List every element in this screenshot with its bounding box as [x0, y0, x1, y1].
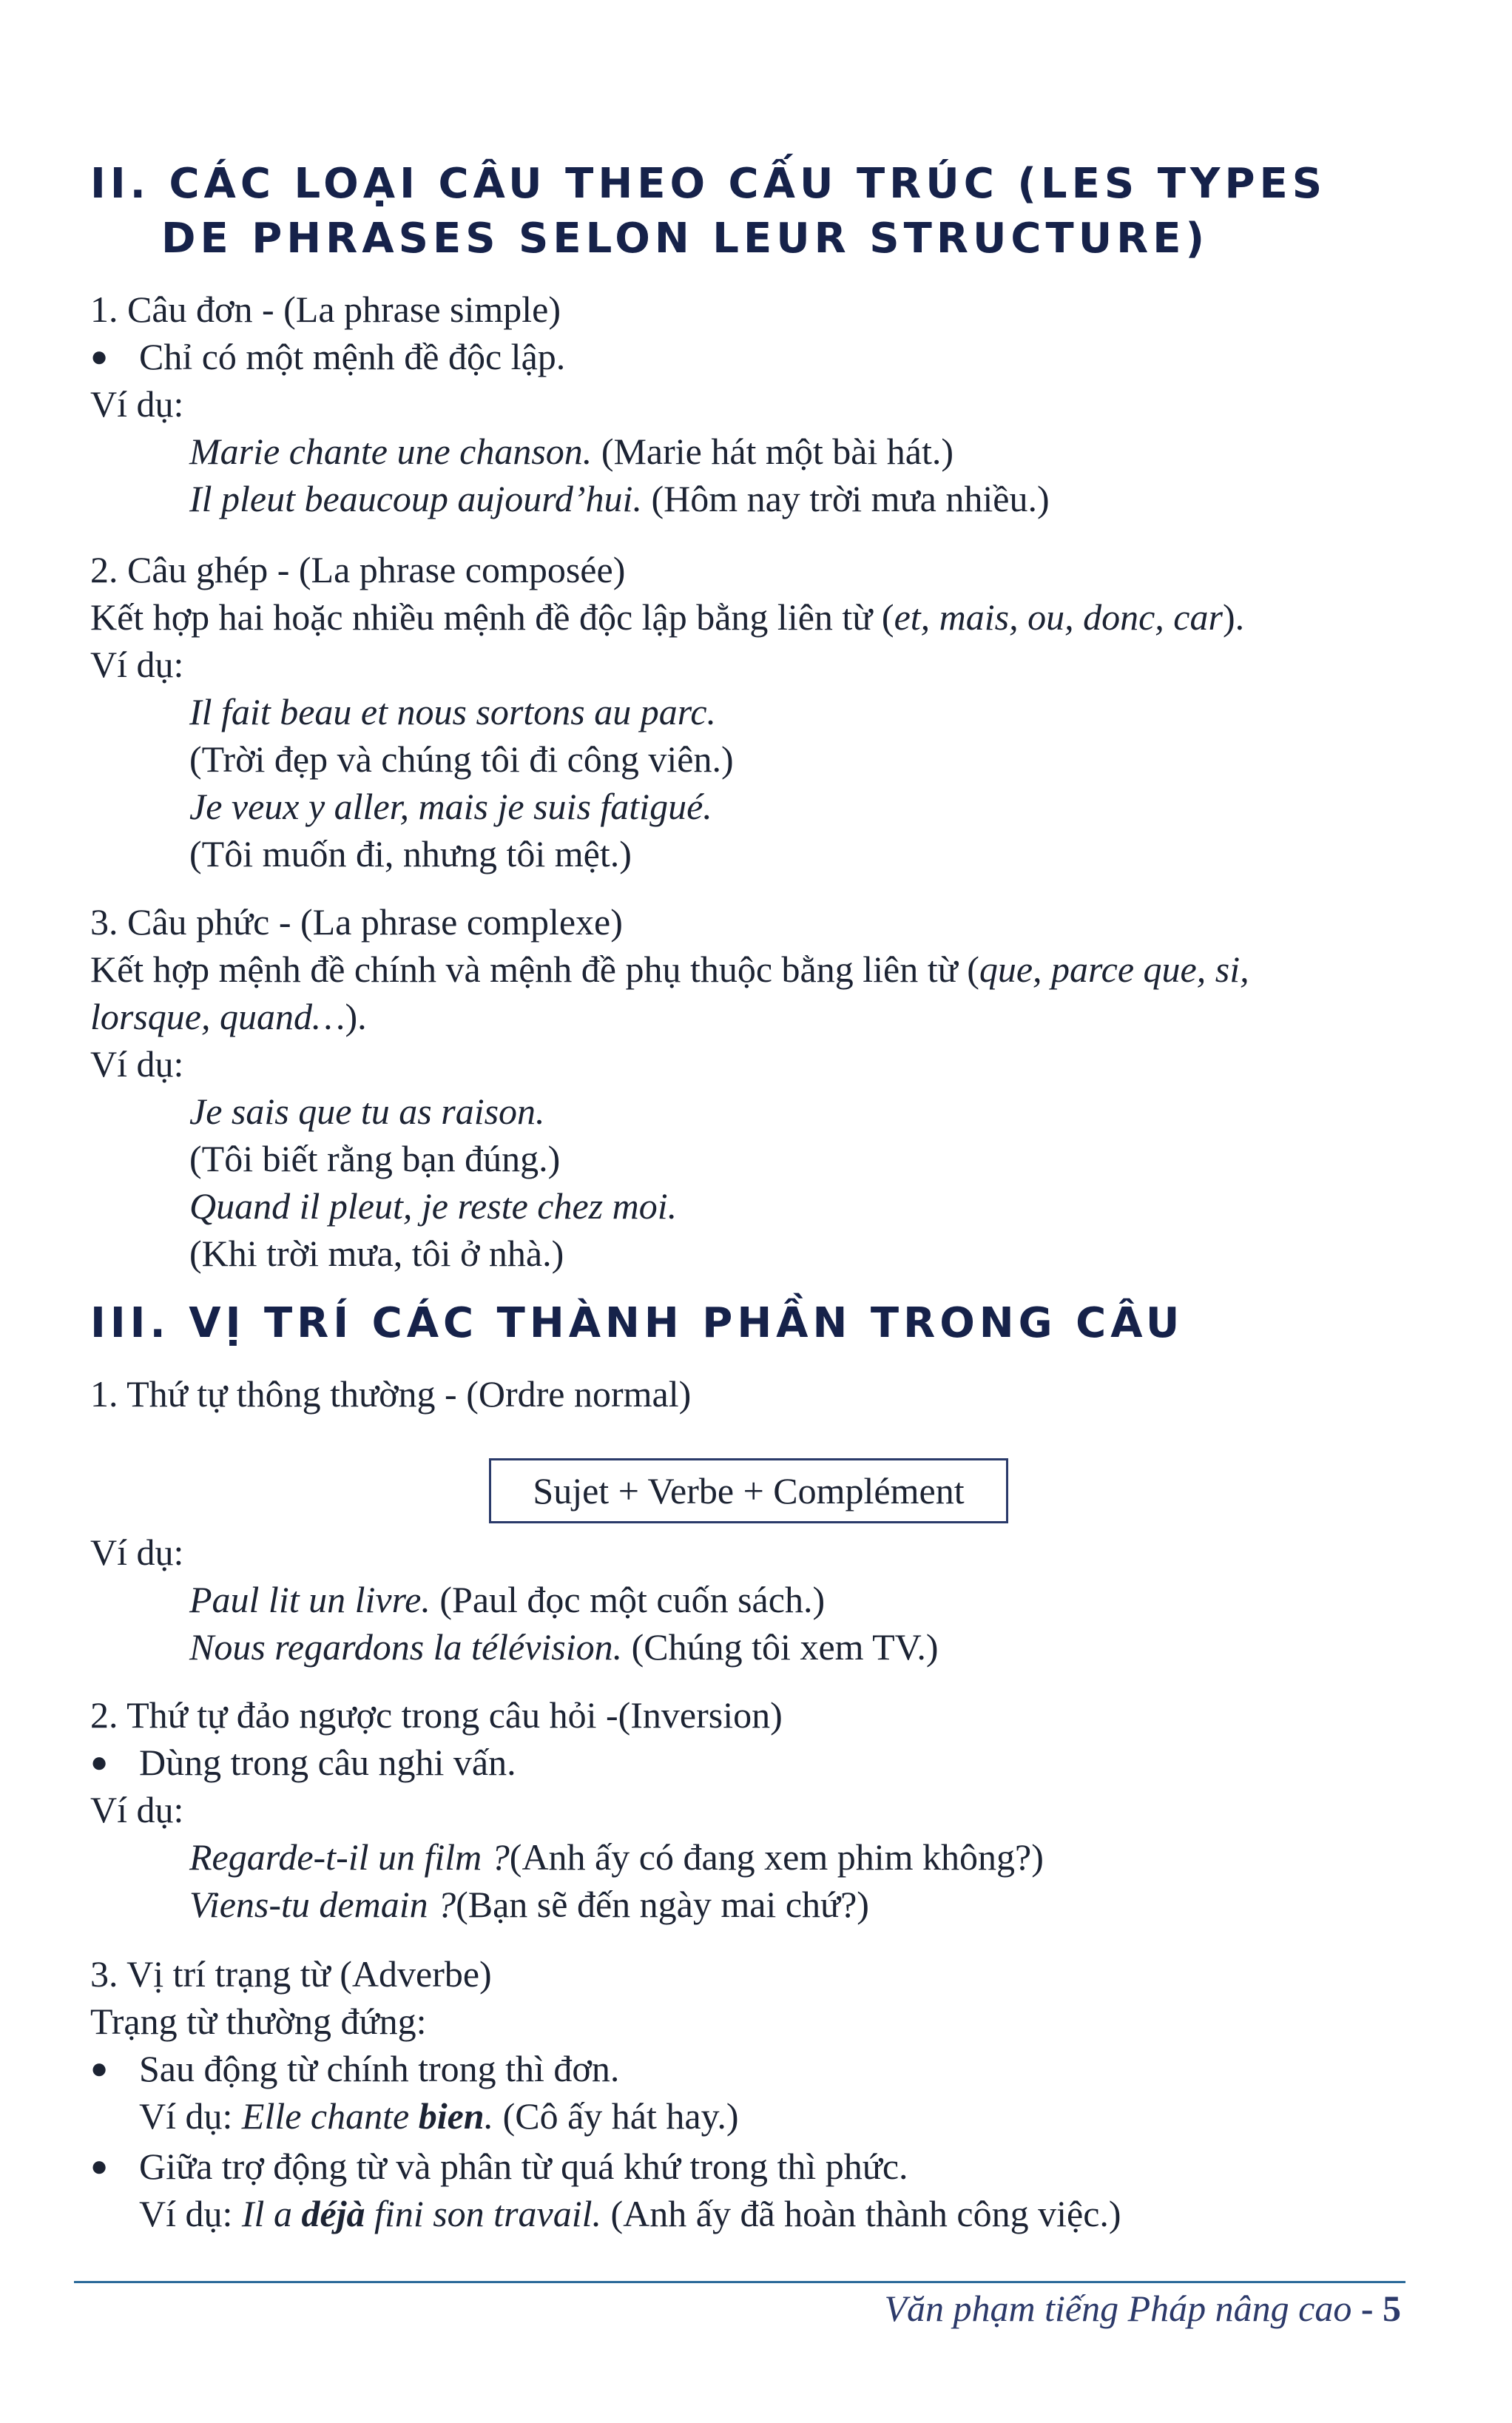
- bullet-dot: ●: [90, 2149, 109, 2183]
- inversion-ex1-vietnamese: (Anh ấy có đang xem phim không?): [509, 1836, 1044, 1878]
- footer-divider: [74, 2281, 1405, 2283]
- complex-description-line-1: [90, 946, 1249, 993]
- simple-sentence-title: 1. Câu đơn - (La phrase simple): [90, 289, 561, 330]
- simple-example-label: Ví dụ:: [90, 383, 184, 425]
- adverb-bullet-1-text: Sau động từ chính trong thì đơn.: [139, 2048, 620, 2089]
- complex-conjunctions-1: que, parce que, si,: [979, 948, 1249, 990]
- complex-desc-end: ).: [345, 996, 367, 1037]
- complex-ex1-vietnamese: (Tôi biết rằng bạn đúng.): [189, 1138, 561, 1179]
- compound-ex1-vietnamese: (Trời đẹp và chúng tôi đi công viên.): [189, 738, 734, 780]
- inversion-example-2: [189, 1881, 869, 1928]
- inversion-title: 2. Thứ tự đảo ngược trong câu hỏi -(Inversion): [90, 1694, 783, 1736]
- simple-example-1: [189, 428, 954, 475]
- inversion-ex2-french: Viens-tu demain ?: [189, 1884, 456, 1925]
- adverb-ex2-french-1: Il a: [241, 2193, 302, 2234]
- compound-ex2-french: Je veux y aller, mais je suis fatigué.: [189, 786, 712, 827]
- compound-desc-end: ).: [1222, 596, 1245, 638]
- complex-example-label: Ví dụ:: [90, 1043, 184, 1085]
- simple-bullet: [90, 333, 565, 380]
- adverb-example-1: [139, 2092, 738, 2140]
- adverb-intro: Trạng từ thường đứng:: [90, 2001, 427, 2042]
- adverb-ex2-vietnamese: (Anh ấy đã hoàn thành công việc.): [601, 2193, 1121, 2234]
- complex-sentence-title: 3. Câu phức - (La phrase complexe): [90, 901, 623, 943]
- normal-example-label: Ví dụ:: [90, 1531, 184, 1573]
- compound-desc-text: Kết hợp hai hoặc nhiều mệnh đề độc lập bằng liên từ (: [90, 596, 894, 638]
- simple-ex2-french: Il pleut beaucoup aujourd’hui.: [189, 478, 642, 519]
- adverb-title: 3. Vị trí trạng từ (Adverbe): [90, 1953, 492, 1995]
- page-number: 5: [1383, 2288, 1401, 2329]
- adverb-bullet-2: [90, 2143, 908, 2190]
- compound-ex2-vietnamese: (Tôi muốn đi, nhưng tôi mệt.): [189, 833, 632, 874]
- complex-ex2-vietnamese: (Khi trời mưa, tôi ở nhà.): [189, 1233, 564, 1274]
- section-2-heading: [90, 157, 1422, 266]
- adverb-ex1-vietnamese: (Cô ấy hát hay.): [493, 2095, 739, 2137]
- compound-conjunctions: et, mais, ou, donc, car: [894, 596, 1223, 638]
- normal-ex1-vietnamese: (Paul đọc một cuốn sách.): [430, 1579, 826, 1620]
- inversion-ex2-vietnamese: (Bạn sẽ đến ngày mai chứ?): [456, 1884, 869, 1925]
- adverb-ex2-label: Ví dụ:: [139, 2193, 242, 2234]
- section-3-heading: III. VỊ TRÍ CÁC THÀNH PHẦN TRONG CÂU: [90, 1299, 1184, 1347]
- normal-example-2: [189, 1623, 938, 1671]
- compound-example-label: Ví dụ:: [90, 644, 184, 685]
- normal-order-title: 1. Thứ tự thông thường - (Ordre normal): [90, 1373, 692, 1415]
- compound-description: [90, 593, 1244, 641]
- inversion-bullet: [90, 1739, 516, 1786]
- complex-ex1-french: Je sais que tu as raison.: [189, 1091, 545, 1132]
- simple-bullet-text: Chỉ có một mệnh đề độc lập.: [139, 336, 566, 377]
- normal-ex2-vietnamese: (Chúng tôi xem TV.): [622, 1626, 939, 1668]
- footer-book-title: Văn phạm tiếng Pháp nâng cao: [884, 2288, 1352, 2329]
- complex-desc-text: Kết hợp mệnh đề chính và mệnh đề phụ thuộc bằng liên từ (: [90, 948, 979, 990]
- bullet-dot: ●: [90, 2052, 109, 2085]
- section-2-heading-line-1: II. CÁC LOẠI CÂU THEO CẤU TRÚC (LES TYPES: [90, 160, 1327, 208]
- inversion-example-1: [189, 1833, 1044, 1881]
- section-2-heading-line-2: DE PHRASES SELON LEUR STRUCTURE): [161, 215, 1209, 263]
- simple-ex1-vietnamese: (Marie hát một bài hát.): [592, 431, 954, 472]
- normal-ex2-french: Nous regardons la télévision.: [189, 1626, 623, 1668]
- inversion-ex1-french: Regarde-t-il un film ?: [189, 1836, 510, 1878]
- complex-conjunctions-2: lorsque, quand…: [90, 996, 345, 1037]
- bullet-dot: ●: [90, 340, 109, 373]
- adverb-bullet-2-text: Giữa trợ động từ và phân từ quá khứ trong thì phức.: [139, 2146, 908, 2187]
- simple-example-2: [189, 475, 1050, 522]
- adverb-ex1-dot: .: [484, 2095, 494, 2137]
- normal-example-1: [189, 1576, 825, 1623]
- simple-ex1-french: Marie chante une chanson.: [189, 431, 593, 472]
- inversion-example-label: Ví dụ:: [90, 1789, 184, 1830]
- simple-ex2-vietnamese: (Hôm nay trời mưa nhiều.): [641, 478, 1050, 519]
- adverb-ex2-french-2: fini son travail.: [365, 2193, 602, 2234]
- footer-separator: -: [1351, 2288, 1383, 2329]
- normal-ex1-french: Paul lit un livre.: [189, 1579, 431, 1620]
- adverb-ex1-label: Ví dụ:: [139, 2095, 242, 2137]
- adverb-bullet-1: [90, 2045, 619, 2092]
- adverb-ex2-highlight: déjà: [301, 2193, 365, 2234]
- page-footer: [884, 2285, 1401, 2332]
- complex-description-line-2: [90, 993, 367, 1040]
- adverb-example-2: [139, 2190, 1121, 2237]
- adverb-ex1-highlight: bien: [418, 2095, 485, 2137]
- compound-ex1-french: Il fait beau et nous sortons au parc.: [189, 691, 717, 732]
- bullet-dot: ●: [90, 1745, 109, 1779]
- adverb-ex1-french: Elle chante: [241, 2095, 419, 2137]
- complex-ex2-french: Quand il pleut, je reste chez moi.: [189, 1185, 678, 1227]
- compound-sentence-title: 2. Câu ghép - (La phrase composée): [90, 549, 626, 590]
- inversion-bullet-text: Dùng trong câu nghi vấn.: [139, 1742, 516, 1783]
- sentence-structure-formula: Sujet + Verbe + Complément: [489, 1458, 1008, 1523]
